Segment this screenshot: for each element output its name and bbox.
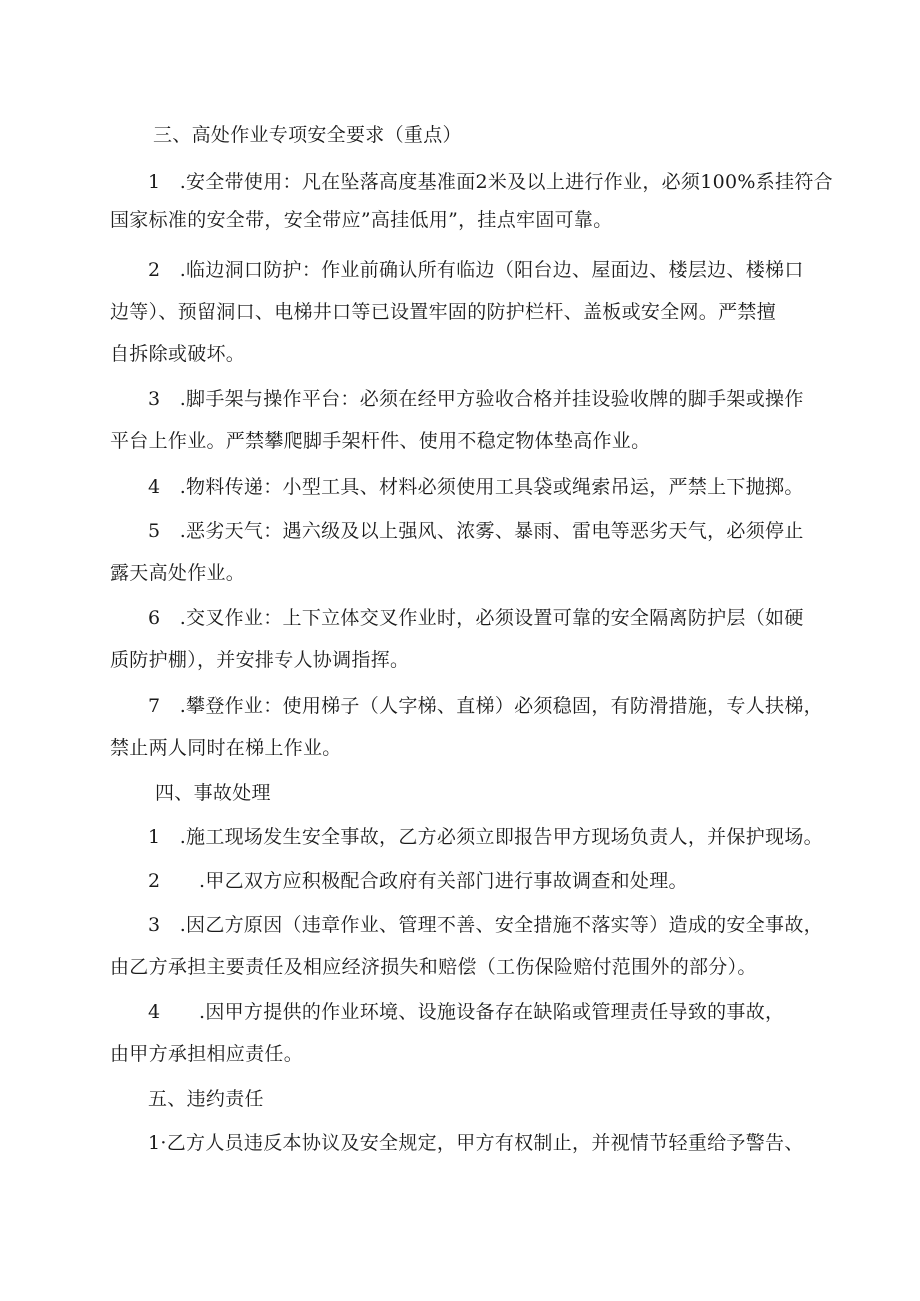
section-4-item-2-line-1: 2 .甲乙双方应积极配合政府有关部门进行事故调查和处理。 — [148, 870, 688, 892]
section-3-item-1-line-1: 1 .安全带使用：凡在坠落高度基准面2米及以上进行作业，必须100%系挂符合 — [148, 171, 833, 193]
section-3-item-3-line-2: 平台上作业。严禁攀爬脚手架杆件、使用不稳定物体垫高作业。 — [110, 430, 651, 452]
section-4-item-4-line-1: 4 .因甲方提供的作业环境、设施设备存在缺陷或管理责任导致的事故， — [148, 1001, 785, 1023]
section-3-item-5-line-2: 露天高处作业。 — [110, 562, 246, 584]
section-3-item-7-line-2: 禁止两人同时在梯上作业。 — [110, 737, 342, 759]
section-3-item-7-line-1: 7 .攀登作业：使用梯子（人字梯、直梯）必须稳固，有防滑措施，专人扶梯， — [148, 695, 823, 717]
section-3-item-5-line-1: 5 .恶劣天气：遇六级及以上强风、浓雾、暴雨、雷电等恶劣天气，必须停止 — [148, 520, 804, 542]
section-3-item-2-line-3: 自拆除或破坏。 — [110, 343, 246, 365]
section-3-heading: 三、高处作业专项安全要求（重点） — [153, 124, 462, 146]
section-5-heading: 五、违约责任 — [148, 1088, 264, 1110]
section-4-heading: 四、事故处理 — [155, 782, 271, 804]
section-4-item-3-line-2: 由乙方承担主要责任及相应经济损失和赔偿（工伤保险赔付范围外的部分）。 — [110, 956, 757, 978]
section-4-item-1-line-1: 1 .施工现场发生安全事故，乙方必须立即报告甲方现场负责人，并保护现场。 — [148, 826, 823, 848]
section-3-item-1-line-2: 国家标准的安全带，安全带应”高挂低用”，挂点牢固可靠。 — [110, 209, 613, 231]
section-4-item-3-line-1: 3 .因乙方原因（违章作业、管理不善、安全措施不落实等）造成的安全事故， — [148, 914, 823, 936]
section-3-item-6-line-2: 质防护棚），并安排专人协调指挥。 — [110, 649, 410, 671]
section-3-item-6-line-1: 6 .交叉作业：上下立体交叉作业时，必须设置可靠的安全隔离防护层（如硬 — [148, 607, 804, 629]
section-3-item-3-line-1: 3 .脚手架与操作平台：必须在经甲方验收合格并挂设验收牌的脚手架或操作 — [148, 388, 804, 410]
section-3-item-2-line-1: 2 .临边洞口防护：作业前确认所有临边（阳台边、屋面边、楼层边、楼梯口 — [148, 259, 804, 281]
section-4-item-4-line-2: 由甲方承担相应责任。 — [110, 1043, 304, 1065]
section-3-item-4-line-1: 4 .物料传递：小型工具、材料必须使用工具袋或绳索吊运，严禁上下抛掷。 — [148, 476, 804, 498]
section-5-item-1-line-1: 1·乙方人员违反本协议及安全规定，甲方有权制止，并视情节轻重给予警告、 — [148, 1132, 804, 1154]
section-3-item-2-line-2: 边等）、预留洞口、电梯井口等已设置牢固的防护栏杆、盖板或安全网。严禁擅 — [110, 301, 777, 323]
